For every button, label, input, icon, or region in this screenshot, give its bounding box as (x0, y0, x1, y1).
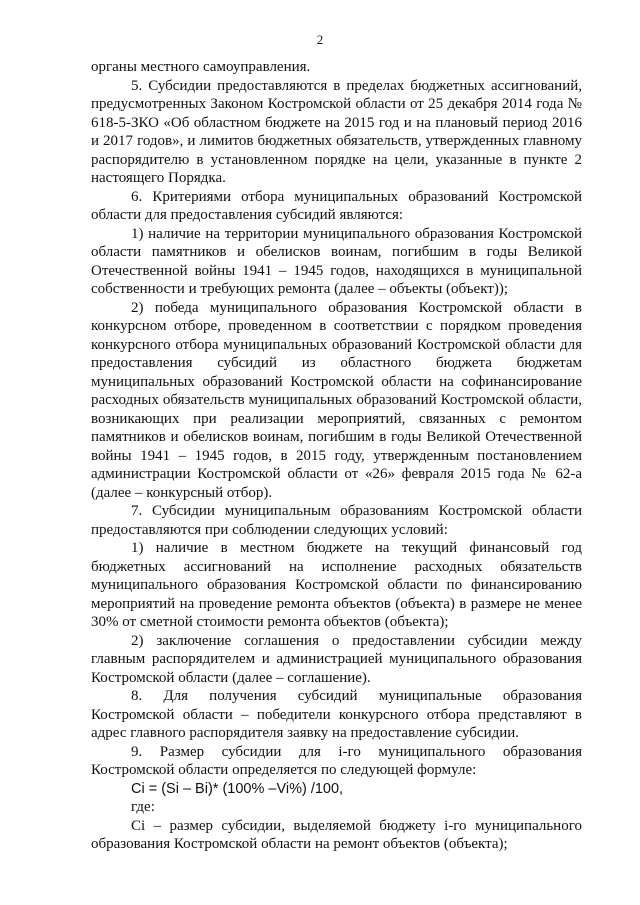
paragraph-8: 8. Для получения субсидий муниципальные образования Костромской области – победители конкурсного отбора представляют в адрес главного распорядителя заявку на предоставление субсидии. (91, 688, 582, 741)
paragraph-6-item-1: 1) наличие на территории муниципального образования Костромской области памятников и обелисков воинам, погибшим в годы Великой Отечественной войны 1941 – 1945 годов, находящихся в муниципальной собственности и требующих ремонта (далее – объекты (объект)); (91, 225, 582, 297)
page-number: 2 (316, 32, 324, 47)
paragraph-7: 7. Субсидии муниципальным образованиям Костромской области предоставляются при соблюдении следующих условий: (91, 503, 582, 538)
paragraph-7-item-2: 2) заключение соглашения о предоставлении субсидии между главным распорядителем и администрацией муниципального образования Костромской области (далее – соглашение). (91, 632, 582, 686)
paragraph-5: 5. Субсидии предоставляются в пределах бюджетных ассигнований, предусмотренных Законом Костромской области от 25 декабря 2014 года № 618-5-ЗКО «Об областном бюджете на 2015 год и на плановый период 2016 и 2017 годов», и лимитов бюджетных обязательств, утвержденных главному распорядителю в установленном порядке на цели, указанные в пункте 2 настоящего Порядка. (91, 77, 582, 186)
paragraph-continuation: органы местного самоуправления. (91, 59, 311, 75)
formula-definition-ci: Ci – размер субсидии, выделяемой бюджету i-го муниципального образования Костромской области на ремонт объектов (объекта); (91, 817, 582, 852)
formula-where-label: где: (131, 799, 155, 815)
subsidy-formula: Ci = (Si – Bi)* (100% –Vi%) /100, (131, 780, 344, 797)
paragraph-7-item-1: 1) наличие в местном бюджете на текущий финансовый год бюджетных ассигнований на исполнение расходных обязательств муниципального образования Костромской области по финансированию мероприятий на проведение ремонта объектов (объекта) в размере не менее 30% от сметной стоимости ремонта объектов (объекта); (91, 540, 582, 630)
document-body (91, 58, 582, 854)
paragraph-9: 9. Размер субсидии для i-го муниципального образования Костромской области определяется по следующей формуле: (91, 743, 582, 778)
paragraph-6-item-2: 2) победа муниципального образования Костромской области в конкурсном отборе, проведенном в соответствии с порядком проведения конкурсного отбора муниципальных образований Костромской области для предоставления субсидий из областного бюджета бюджетам муниципальных образований Костромской области на софинансирование расходных обязательств муниципальных образований Костромской области, возникающих при реализации мероприятий, связанных с ремонтом памятников и обелисков воинам, погибшим в годы Великой Отечественной войны 1941 – 1945 годов, в 2015 году, утвержденным постановлением администрации Костромской области от «26» февраля 2015 года № 62-а (далее – конкурсный отбор). (91, 299, 582, 501)
paragraph-6: 6. Критериями отбора муниципальных образований Костромской области для предоставления субсидий являются: (91, 188, 582, 223)
